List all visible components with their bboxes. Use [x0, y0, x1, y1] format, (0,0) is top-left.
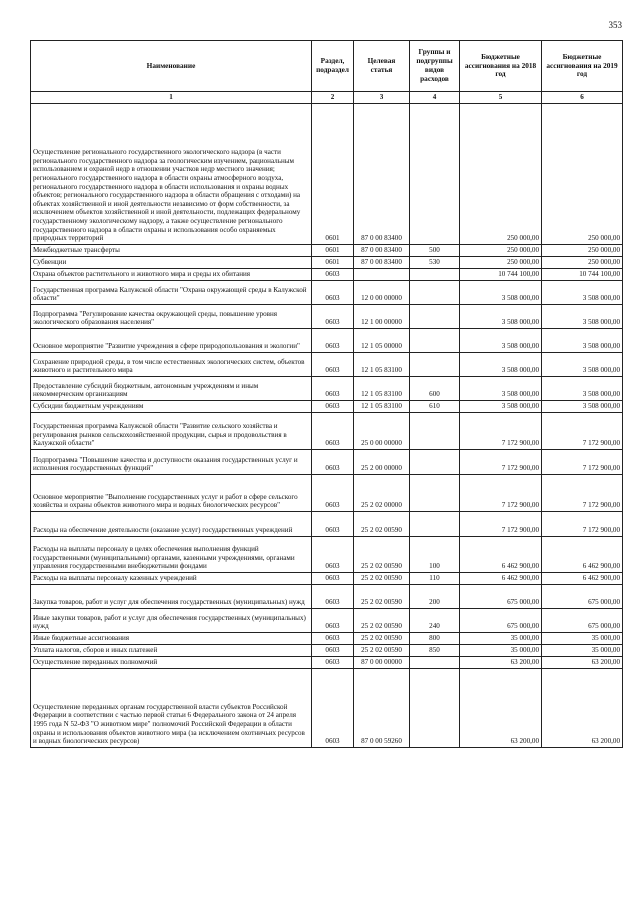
- section-cell: 0603: [312, 413, 354, 450]
- article-cell: 25 2 02 00590: [354, 573, 410, 585]
- group-cell: [410, 450, 460, 475]
- section-cell: 0603: [312, 269, 354, 281]
- table-row: [31, 353, 623, 377]
- row-name-cell: Иные бюджетные ассигнования: [31, 633, 312, 645]
- section-cell: 0603: [312, 657, 354, 669]
- table-row: [31, 585, 623, 609]
- article-cell: 87 0 00 83400: [354, 257, 410, 269]
- amount-2018-cell: 3 508 000,00: [460, 281, 542, 305]
- article-cell: 12 1 05 83100: [354, 353, 410, 377]
- group-cell: 100: [410, 537, 460, 573]
- row-name-cell: Осуществление регионального государственного экологического надзора (в части регионального государственного надзора за геологическим изучением, рациональным использованием и охраной недр в отношении участков недр местного значения; регионального государственного надзора в области охраны атмосферного воздуха, регионального государственного надзора в области использования и охраны водных объектов; регионального государственного надзора в области обращения с отходами) на объектах хозяйственной и иной деятельности независимо от форм собственности, за исключением объектов хозяйственной и иной деятельности, подлежащих федеральному государственному экологическому надзору, а также осуществление регионального государственного надзора в области охраны и использования особо охраняемых природных территорий: [31, 104, 312, 245]
- amount-2019-cell: 250 000,00: [542, 257, 623, 269]
- amount-2018-cell: 7 172 900,00: [460, 413, 542, 450]
- header-section: Раздел, подраздел: [312, 41, 354, 92]
- article-cell: 87 0 00 59260: [354, 669, 410, 748]
- group-cell: [410, 512, 460, 537]
- amount-2018-cell: 250 000,00: [460, 104, 542, 245]
- section-cell: 0601: [312, 257, 354, 269]
- table-row: [31, 281, 623, 305]
- amount-2018-cell: 250 000,00: [460, 257, 542, 269]
- amount-2019-cell: 7 172 900,00: [542, 512, 623, 537]
- amount-2019-cell: 7 172 900,00: [542, 475, 623, 512]
- group-cell: 610: [410, 401, 460, 413]
- row-name-cell: Подпрограмма "Повышение качества и доступности оказания государственных услуг и исполнения государственных функций": [31, 450, 312, 475]
- row-name-cell: Расходы на выплаты персоналу в целях обеспечения выполнения функций государственными (муниципальными) органами, казенными учреждениями, органами управления государственными внебюджетными фондами: [31, 537, 312, 573]
- table-row: [31, 257, 623, 269]
- group-cell: [410, 657, 460, 669]
- group-cell: 530: [410, 257, 460, 269]
- amount-2019-cell: 3 508 000,00: [542, 281, 623, 305]
- amount-2018-cell: 35 000,00: [460, 645, 542, 657]
- amount-2018-cell: 63 200,00: [460, 669, 542, 748]
- group-cell: 600: [410, 377, 460, 401]
- section-cell: 0603: [312, 537, 354, 573]
- header-row: [31, 41, 623, 92]
- group-cell: [410, 413, 460, 450]
- article-cell: 12 1 05 00000: [354, 329, 410, 353]
- section-cell: 0603: [312, 450, 354, 475]
- group-cell: [410, 475, 460, 512]
- amount-2018-cell: 7 172 900,00: [460, 512, 542, 537]
- amount-2018-cell: 3 508 000,00: [460, 305, 542, 329]
- amount-2018-cell: 3 508 000,00: [460, 377, 542, 401]
- article-cell: 12 1 00 00000: [354, 305, 410, 329]
- page-number: 353: [608, 20, 622, 30]
- table-row: [31, 305, 623, 329]
- group-cell: [410, 329, 460, 353]
- column-index: 2: [312, 92, 354, 104]
- section-cell: 0603: [312, 353, 354, 377]
- amount-2018-cell: 3 508 000,00: [460, 353, 542, 377]
- amount-2018-cell: 675 000,00: [460, 609, 542, 633]
- header-group: Группы и подгруппы видов расходов: [410, 41, 460, 92]
- amount-2019-cell: 675 000,00: [542, 609, 623, 633]
- amount-2019-cell: 6 462 900,00: [542, 537, 623, 573]
- article-cell: 25 2 02 00000: [354, 475, 410, 512]
- table-row: [31, 377, 623, 401]
- group-cell: 110: [410, 573, 460, 585]
- article-cell: 12 1 05 83100: [354, 401, 410, 413]
- article-cell: 25 0 00 00000: [354, 413, 410, 450]
- amount-2019-cell: 3 508 000,00: [542, 305, 623, 329]
- table-row: [31, 475, 623, 512]
- amount-2019-cell: 250 000,00: [542, 245, 623, 257]
- amount-2018-cell: 6 462 900,00: [460, 573, 542, 585]
- article-cell: 25 2 00 00000: [354, 450, 410, 475]
- group-cell: 850: [410, 645, 460, 657]
- header-article: Целевая статья: [354, 41, 410, 92]
- table-row: [31, 401, 623, 413]
- column-index: 6: [542, 92, 623, 104]
- article-cell: 25 2 02 00590: [354, 645, 410, 657]
- row-name-cell: Основное мероприятие "Выполнение государственных услуг и работ в сфере сельского хозяйства и охраны объектов животного мира и водных биологических ресурсов": [31, 475, 312, 512]
- section-cell: 0603: [312, 281, 354, 305]
- article-cell: 12 1 05 83100: [354, 377, 410, 401]
- amount-2019-cell: 250 000,00: [542, 104, 623, 245]
- row-name-cell: Осуществление переданных полномочий: [31, 657, 312, 669]
- article-cell: 87 0 00 83400: [354, 245, 410, 257]
- section-cell: 0603: [312, 329, 354, 353]
- row-name-cell: Основное мероприятие "Развитие учреждения в сфере природопользования и экологии": [31, 329, 312, 353]
- section-cell: 0603: [312, 512, 354, 537]
- section-cell: 0603: [312, 475, 354, 512]
- article-cell: 25 2 02 00590: [354, 512, 410, 537]
- table-row: [31, 657, 623, 669]
- column-index: 3: [354, 92, 410, 104]
- table-row: [31, 633, 623, 645]
- table-row: [31, 269, 623, 281]
- row-name-cell: Предоставление субсидий бюджетным, автономным учреждениям и иным некоммерческим организациям: [31, 377, 312, 401]
- amount-2019-cell: 675 000,00: [542, 585, 623, 609]
- section-cell: 0603: [312, 401, 354, 413]
- article-cell: 25 2 02 00590: [354, 633, 410, 645]
- amount-2019-cell: 63 200,00: [542, 657, 623, 669]
- amount-2019-cell: 3 508 000,00: [542, 401, 623, 413]
- row-name-cell: Закупка товаров, работ и услуг для обеспечения государственных (муниципальных) нужд: [31, 585, 312, 609]
- amount-2018-cell: 7 172 900,00: [460, 450, 542, 475]
- group-cell: 240: [410, 609, 460, 633]
- table-row: [31, 329, 623, 353]
- amount-2019-cell: 10 744 100,00: [542, 269, 623, 281]
- section-cell: 0603: [312, 609, 354, 633]
- table-row: [31, 512, 623, 537]
- table-row: [31, 104, 623, 245]
- row-name-cell: Расходы на выплаты персоналу казенных учреждений: [31, 573, 312, 585]
- amount-2019-cell: 35 000,00: [542, 645, 623, 657]
- row-name-cell: Государственная программа Калужской области "Развитие сельского хозяйства и регулирования рынков сельскохозяйственной продукции, сырья и продовольствия в Калужской области": [31, 413, 312, 450]
- row-name-cell: Осуществление переданных органам государственной власти субъектов Российской Федерации в соответствии с частью первой статьи 6 Федерального закона от 24 апреля 1995 года N 52-ФЗ "О животном мире" полномочий Российской Федерации в области охраны и использования объектов животного мира (за исключением охотничьих ресурсов и водных биологических ресурсов): [31, 669, 312, 748]
- amount-2018-cell: 63 200,00: [460, 657, 542, 669]
- amount-2019-cell: 63 200,00: [542, 669, 623, 748]
- group-cell: 800: [410, 633, 460, 645]
- table-row: [31, 645, 623, 657]
- row-name-cell: Субсидии бюджетным учреждениям: [31, 401, 312, 413]
- amount-2018-cell: 7 172 900,00: [460, 475, 542, 512]
- amount-2018-cell: 10 744 100,00: [460, 269, 542, 281]
- column-index-row: [31, 92, 623, 104]
- table-row: [31, 609, 623, 633]
- article-cell: 87 0 00 00000: [354, 657, 410, 669]
- row-name-cell: Сохранение природной среды, в том числе естественных экологических систем, объектов животного и растительного мира: [31, 353, 312, 377]
- amount-2019-cell: 7 172 900,00: [542, 450, 623, 475]
- article-cell: 87 0 00 83400: [354, 104, 410, 245]
- amount-2019-cell: 35 000,00: [542, 633, 623, 645]
- group-cell: [410, 104, 460, 245]
- amount-2018-cell: 35 000,00: [460, 633, 542, 645]
- section-cell: 0603: [312, 645, 354, 657]
- table-row: [31, 245, 623, 257]
- section-cell: 0603: [312, 585, 354, 609]
- row-name-cell: Субвенции: [31, 257, 312, 269]
- row-name-cell: Уплата налогов, сборов и иных платежей: [31, 645, 312, 657]
- amount-2018-cell: 3 508 000,00: [460, 329, 542, 353]
- amount-2018-cell: 6 462 900,00: [460, 537, 542, 573]
- row-name-cell: Иные закупки товаров, работ и услуг для обеспечения государственных (муниципальных) нужд: [31, 609, 312, 633]
- budget-table: [30, 40, 623, 748]
- amount-2018-cell: 675 000,00: [460, 585, 542, 609]
- section-cell: 0603: [312, 573, 354, 585]
- header-name: Наименование: [31, 41, 312, 92]
- amount-2019-cell: 3 508 000,00: [542, 329, 623, 353]
- column-index: 1: [31, 92, 312, 104]
- amount-2019-cell: 3 508 000,00: [542, 377, 623, 401]
- amount-2019-cell: 6 462 900,00: [542, 573, 623, 585]
- section-cell: 0603: [312, 305, 354, 329]
- row-name-cell: Подпрограмма "Регулирование качества окружающей среды, повышение уровня экологического образования населения": [31, 305, 312, 329]
- amount-2019-cell: 3 508 000,00: [542, 353, 623, 377]
- amount-2018-cell: 3 508 000,00: [460, 401, 542, 413]
- amount-2018-cell: 250 000,00: [460, 245, 542, 257]
- section-cell: 0603: [312, 669, 354, 748]
- table-row: [31, 537, 623, 573]
- row-name-cell: Охрана объектов растительного и животного мира и среды их обитания: [31, 269, 312, 281]
- table-row: [31, 450, 623, 475]
- row-name-cell: Государственная программа Калужской области "Охрана окружающей среды в Калужской области": [31, 281, 312, 305]
- amount-2019-cell: 7 172 900,00: [542, 413, 623, 450]
- article-cell: 25 2 02 00590: [354, 585, 410, 609]
- header-2018: Бюджетные ассигнования на 2018 год: [460, 41, 542, 92]
- column-index: 4: [410, 92, 460, 104]
- section-cell: 0603: [312, 377, 354, 401]
- table-row: [31, 413, 623, 450]
- group-cell: 200: [410, 585, 460, 609]
- row-name-cell: Расходы на обеспечение деятельности (оказание услуг) государственных учреждений: [31, 512, 312, 537]
- group-cell: [410, 269, 460, 281]
- article-cell: [354, 269, 410, 281]
- group-cell: 500: [410, 245, 460, 257]
- column-index: 5: [460, 92, 542, 104]
- header-2019: Бюджетные ассигнования на 2019 год: [542, 41, 623, 92]
- article-cell: 25 2 02 00590: [354, 609, 410, 633]
- section-cell: 0603: [312, 633, 354, 645]
- group-cell: [410, 305, 460, 329]
- group-cell: [410, 353, 460, 377]
- group-cell: [410, 669, 460, 748]
- section-cell: 0601: [312, 104, 354, 245]
- article-cell: 25 2 02 00590: [354, 537, 410, 573]
- section-cell: 0601: [312, 245, 354, 257]
- table-row: [31, 573, 623, 585]
- article-cell: 12 0 00 00000: [354, 281, 410, 305]
- group-cell: [410, 281, 460, 305]
- table-row: [31, 669, 623, 748]
- row-name-cell: Межбюджетные трансферты: [31, 245, 312, 257]
